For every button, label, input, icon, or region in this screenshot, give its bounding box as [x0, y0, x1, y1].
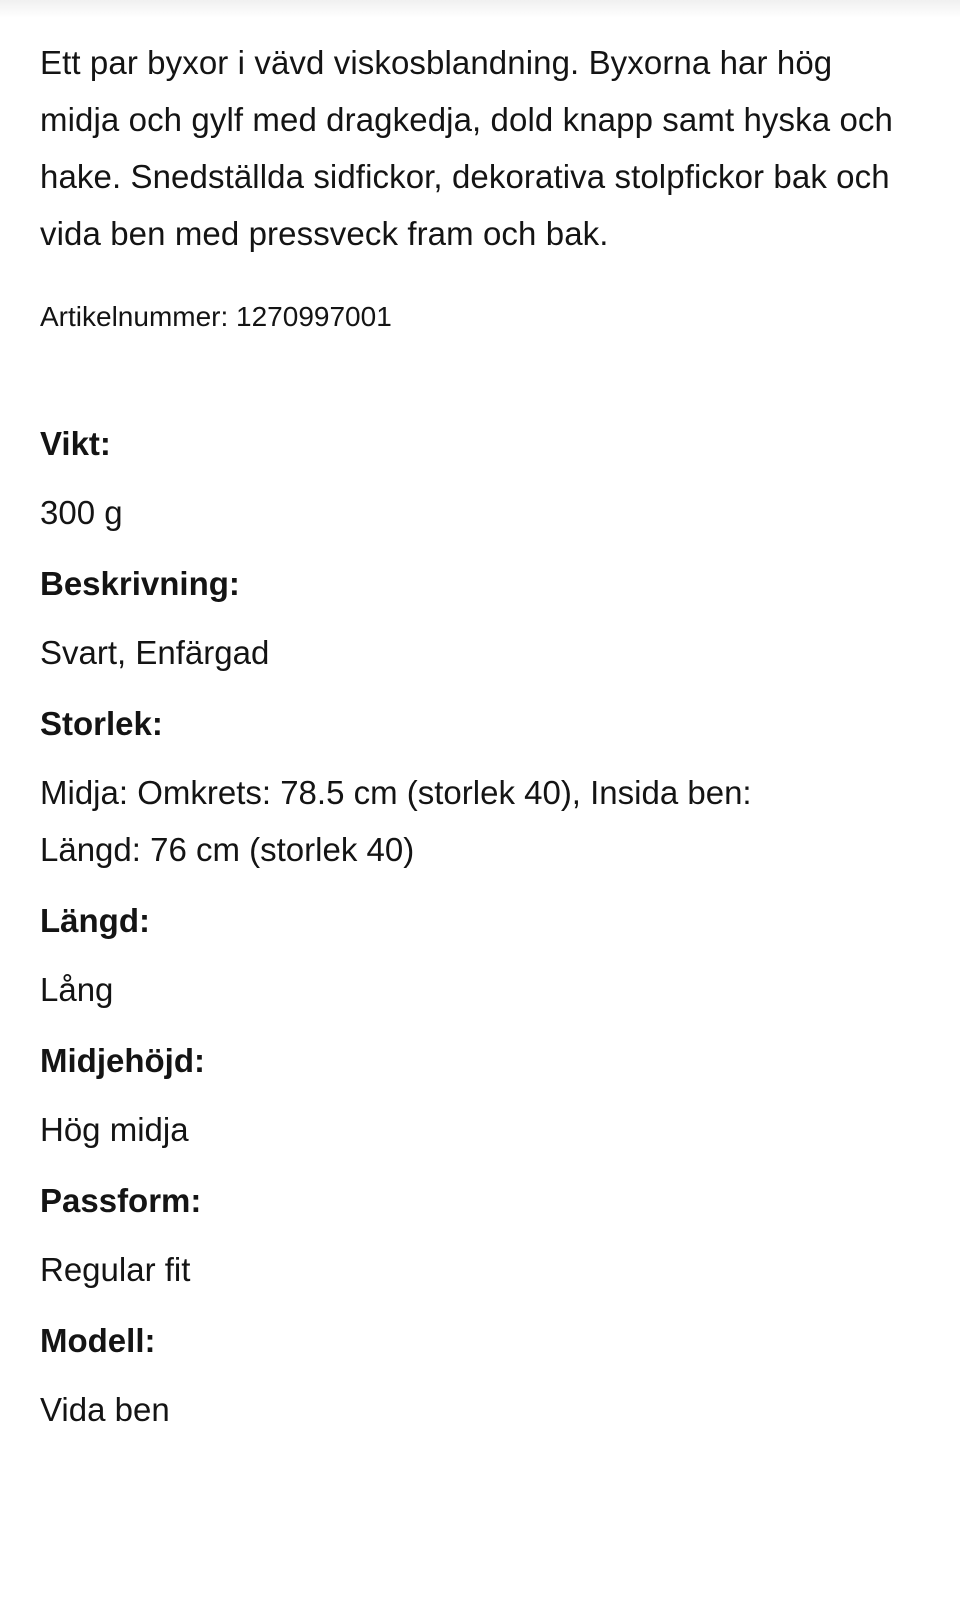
- attribute-waist-height: [40, 1038, 920, 1158]
- top-bar-shadow: [0, 0, 960, 18]
- attribute-label: Storlek:: [40, 705, 163, 742]
- attribute-model: [40, 1318, 920, 1438]
- attribute-value: Lång: [40, 971, 114, 1008]
- attribute-label: Passform:: [40, 1182, 202, 1219]
- attribute-label: Beskrivning:: [40, 565, 240, 602]
- attribute-size: [40, 701, 920, 878]
- attribute-value: Svart, Enfärgad: [40, 634, 270, 671]
- attribute-weight: [40, 421, 920, 541]
- attribute-list: [40, 421, 920, 1438]
- attribute-fit: [40, 1178, 920, 1298]
- attribute-label: Längd:: [40, 902, 150, 939]
- product-details: [40, 34, 920, 1458]
- attribute-label: Vikt:: [40, 425, 111, 462]
- product-description: Ett par byxor i vävd viskosblandning. Byxorna har hög midja och gylf med dragkedja, dold knapp samt hyska och hake. Snedställda sidfickor, dekorativa stolpfickor bak och vida ben med pressveck fram och bak.: [40, 44, 893, 252]
- attribute-value: Midja: Omkrets: 78.5 cm (storlek 40), Insida ben: Längd: 76 cm (storlek 40): [40, 774, 752, 868]
- article-number: Artikelnummer: 1270997001: [40, 301, 392, 332]
- attribute-label: Modell:: [40, 1322, 156, 1359]
- attribute-description: [40, 561, 920, 681]
- attribute-value: Hög midja: [40, 1111, 189, 1148]
- attribute-value: 300 g: [40, 494, 123, 531]
- attribute-value: Vida ben: [40, 1391, 170, 1428]
- attribute-label: Midjehöjd:: [40, 1042, 205, 1079]
- attribute-value: Regular fit: [40, 1251, 191, 1288]
- attribute-length: [40, 898, 920, 1018]
